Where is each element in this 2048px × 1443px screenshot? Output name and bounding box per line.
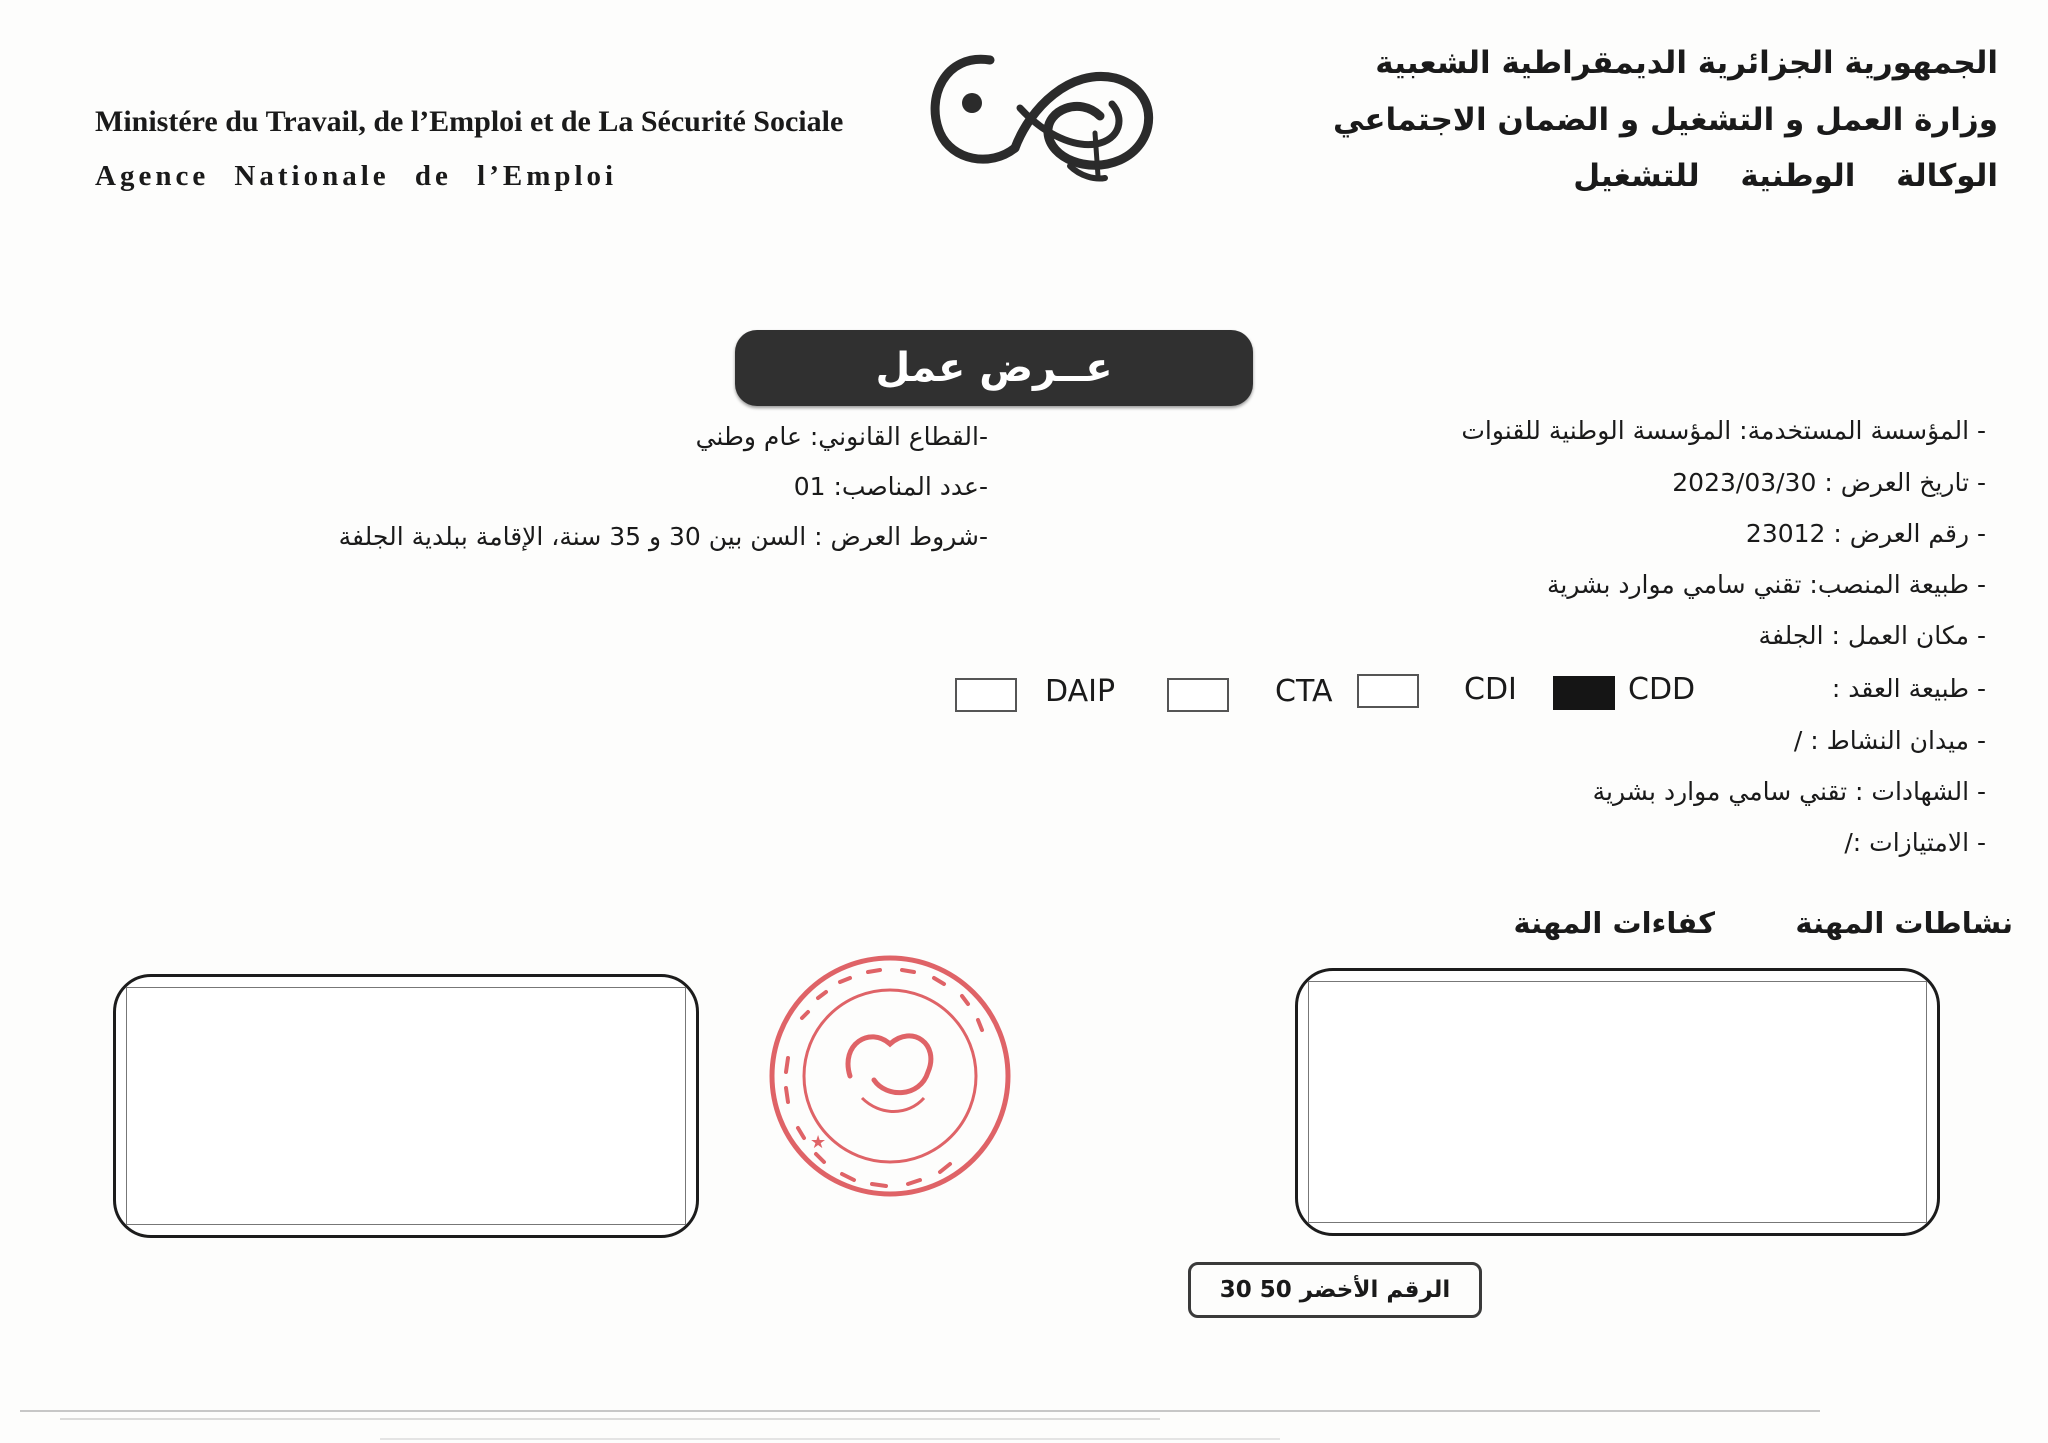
svg-text:★: ★	[810, 1132, 827, 1153]
official-seal-icon	[762, 948, 1018, 1204]
field-offer-conditions: -شروط العرض : السن بين 30 و 35 سنة، الإقامة ببلدية الجلفة	[338, 522, 988, 551]
field-employer: - المؤسسة المستخدمة: المؤسسة الوطنية للقنوات	[1461, 416, 1986, 445]
contract-cdi-checkbox[interactable]	[1357, 674, 1419, 708]
field-activity-domain: - ميدان النشاط : /	[1793, 726, 1986, 755]
field-positions-count: -عدد المناصب: 01	[793, 472, 988, 501]
scan-artifact-line	[380, 1438, 1280, 1440]
field-work-location: - مكان العمل : الجلفة	[1758, 621, 1986, 650]
contract-cdd-label: CDD	[1628, 672, 1696, 707]
section-activities-heading: نشاطات المهنة	[1795, 906, 2013, 940]
field-diplomas: - الشهادات : تقني سامي موارد بشرية	[1592, 777, 1986, 806]
header-ar-ministry: وزارة العمل و التشغيل و الضمان الاجتماعي	[1332, 102, 1998, 138]
field-offer-number: - رقم العرض : 23012	[1745, 519, 1986, 548]
contract-cdd-checkbox[interactable]	[1553, 676, 1615, 710]
section-competencies-heading: كفاءات المهنة	[1513, 906, 1715, 940]
field-position-type: - طبيعة المنصب: تقني سامي موارد بشرية	[1546, 570, 1986, 599]
field-contract-type-label: - طبيعة العقد :	[1831, 674, 1986, 703]
header-fr-agency: Agence Nationale de l’Emploi	[95, 160, 618, 192]
contract-cta-checkbox[interactable]	[1167, 678, 1229, 712]
field-legal-sector: -القطاع القانوني: عام وطني	[695, 422, 988, 451]
anem-logo-icon	[920, 48, 1170, 188]
header-ar-agency: الوكالة الوطنية للتشغيل	[1573, 158, 1998, 194]
competencies-box	[113, 974, 699, 1238]
contract-daip-checkbox[interactable]	[955, 678, 1017, 712]
scan-artifact-line	[20, 1410, 1820, 1412]
contract-daip-label: DAIP	[1045, 674, 1116, 709]
header-fr-ministry: Ministére du Travail, de l’Emploi et de La Sécurité Sociale	[95, 105, 844, 138]
contract-cdi-label: CDI	[1464, 672, 1517, 707]
field-benefits: - الامتيازات :/	[1844, 828, 1986, 857]
scan-artifact-line	[60, 1418, 1160, 1420]
field-offer-date: - تاريخ العرض : 2023/03/30	[1672, 468, 1986, 497]
activities-box	[1295, 968, 1940, 1236]
contract-cta-label: CTA	[1275, 674, 1333, 709]
green-number-badge: الرقم الأخضر 50 30	[1188, 1262, 1482, 1318]
header-ar-republic: الجمهورية الجزائرية الديمقراطية الشعبية	[1375, 45, 1998, 81]
page-title: عــرض عمل	[735, 330, 1253, 406]
